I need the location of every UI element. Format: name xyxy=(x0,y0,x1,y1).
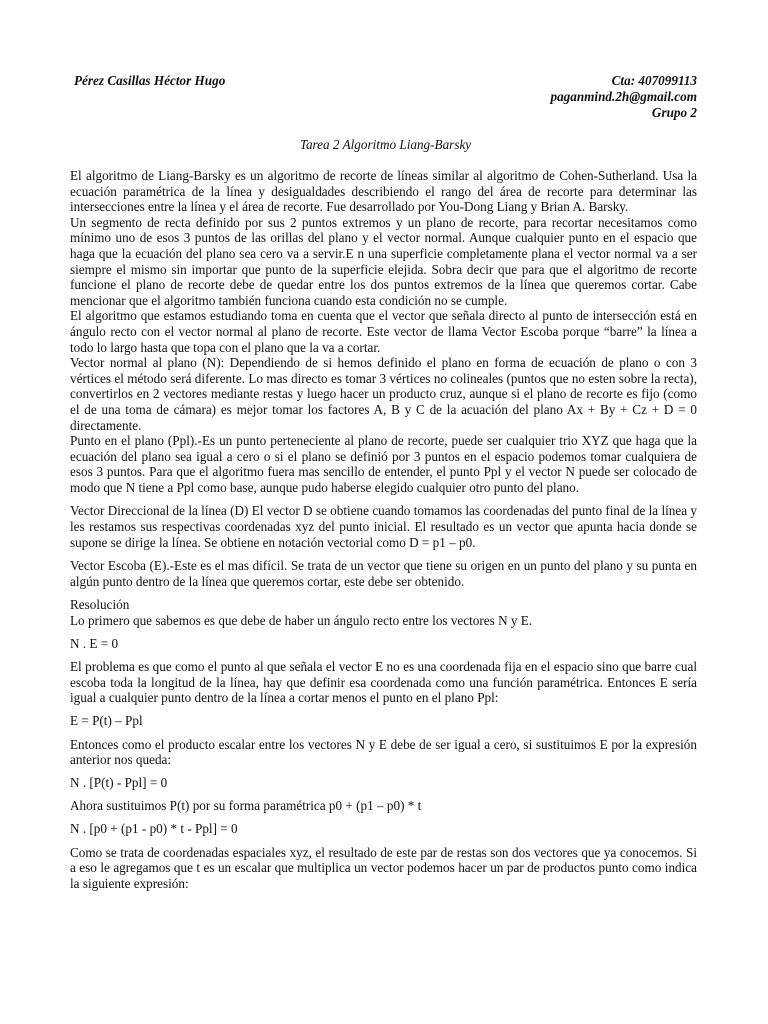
equation: N . E = 0 xyxy=(70,635,119,651)
document-page xyxy=(70,72,697,891)
group-label: Grupo 2 xyxy=(651,105,697,120)
paragraph: Un segmento de recta definido por sus 2 puntos extremos y un plano de recorte, para recortar necesitamos como mínimo uno de esos 3 puntos de las orillas del plano y el vector normal. Aunque cualquier punto en el espacio que haga que la ecuación del plano sea cero va a servir.E n una superficie completamente plana el vector normal va a ser siempre el mismo sin importar que punto de la superficie elejida. Sobra decir que para que el algoritmo de recorte funcione el plano de recorte debe de quedar entre los dos puntos extremos de la línea que queremos cortar. Cabe mencionar que el algoritmo también funciona cuando esta condición no se cumple. xyxy=(70,214,697,308)
equation: N . [p0 + (p1 - p0) * t - Ppl] = 0 xyxy=(70,820,238,836)
paragraph: El algoritmo de Liang-Barsky es un algoritmo de recorte de líneas similar al algoritmo de Cohen-Sutherland. Usa la ecuación paramétrica de la línea y desigualdades describiendo el rango del área de recorte para determinar las intersecciones entre la línea y el área de recorte. Fue desarrollado por You-Dong Liang y Brian A. Barsky. xyxy=(70,168,697,215)
paragraph: Lo primero que sabemos es que debe de haber un ángulo recto entre los vectores N y E. xyxy=(70,613,533,629)
section-heading: Resolución xyxy=(70,597,130,613)
paragraph: Vector Escoba (E).-Este es el mas difícil. Se trata de un vector que tiene su origen en un punto del plano y su punta en algún punto dentro de la línea que queremos cortar, este debe ser obtenido. xyxy=(70,558,697,589)
paragraph: El algoritmo que estamos estudiando toma en cuenta que el vector que señala directo al punto de intersección está en ángulo recto con el vector normal al plano de recorte. Este vector de llama Vector Escoba porque “barre” la línea a todo lo largo hasta que topa con el plano que la va a cortar. xyxy=(70,308,697,355)
contact-block xyxy=(550,73,697,121)
paragraph: El problema es que como el punto al que señala el vector E no es una coordenada fija en el espacio sino que barre cual escoba toda la longitud de la línea, hay que definir esa coordenada como una función paramétrica. Entonces E sería igual a cualquier punto dentro de la línea a cortar menos el punto en el plano Ppl: xyxy=(70,659,697,706)
paragraph: Vector normal al plano (N): Dependiendo de si hemos definido el plano en forma de ecuación de plano o con 3 vértices el método será diferente. Lo mas directo es tomar 3 vértices no colineales (puntos que no esten sobre la recta), convertirlos en 2 vectores mediante restas y luego hacer un producto cruz, aunque si el plano de recorte es fijo (como el de una toma de cámara) es mejor tomar los factores A, B y C de la acuación del plano Ax + By + Cz + D = 0 directamente. xyxy=(70,355,697,433)
paragraph: Punto en el plano (Ppl).-Es un punto perteneciente al plano de recorte, puede ser cualquier trio XYZ que haga que la ecuación del plano sea igual a cero o si el plano se definió por 3 puntos en el espacio podemos tomar cualquiera de esos 3 puntos. Para que el algoritmo fuera mas sencillo de entender, el punto Ppl y el vector N puede ser colocado de modo que N tiene a Ppl como base, aunque pudo haberse elegido cualquier otro punto del plano. xyxy=(70,433,697,495)
paragraph: Ahora sustituimos P(t) por su forma paramétrica p0 + (p1 – p0) * t xyxy=(70,798,422,814)
email-address: paganmind.2h@gmail.com xyxy=(550,89,697,104)
paragraph: Entonces como el producto escalar entre los vectores N y E debe de ser igual a cero, si sustituimos E por la expresión anterior nos queda: xyxy=(70,736,697,768)
paragraph: Vector Direccional de la línea (D) El vector D se obtiene cuando tomamos las coordenadas del punto final de la línea y les restamos sus respectivas coordenadas xyz del punto inicial. El resultado es un vector que apunta hacia donde se supone se dirige la línea. Se obtiene en notación vectorial como D = p1 – p0. xyxy=(70,503,697,550)
document-body xyxy=(70,168,697,891)
equation: E = P(t) – Ppl xyxy=(70,713,143,728)
account-number: Cta: 407099113 xyxy=(611,73,697,88)
equation: N . [P(t) - Ppl] = 0 xyxy=(70,774,168,790)
document-title: Tarea 2 Algoritmo Liang-Barsky xyxy=(299,137,472,152)
author-name: Pérez Casillas Héctor Hugo xyxy=(74,73,226,88)
document-header xyxy=(70,72,697,122)
paragraph: Como se trata de coordenadas espaciales xyz, el resultado de este par de restas son dos vectores que ya conocemos. Si a eso le agregamos que t es un escalar que multiplica un vector podemos hacer un par de productos punto como indica la siguiente expresión: xyxy=(70,844,697,891)
